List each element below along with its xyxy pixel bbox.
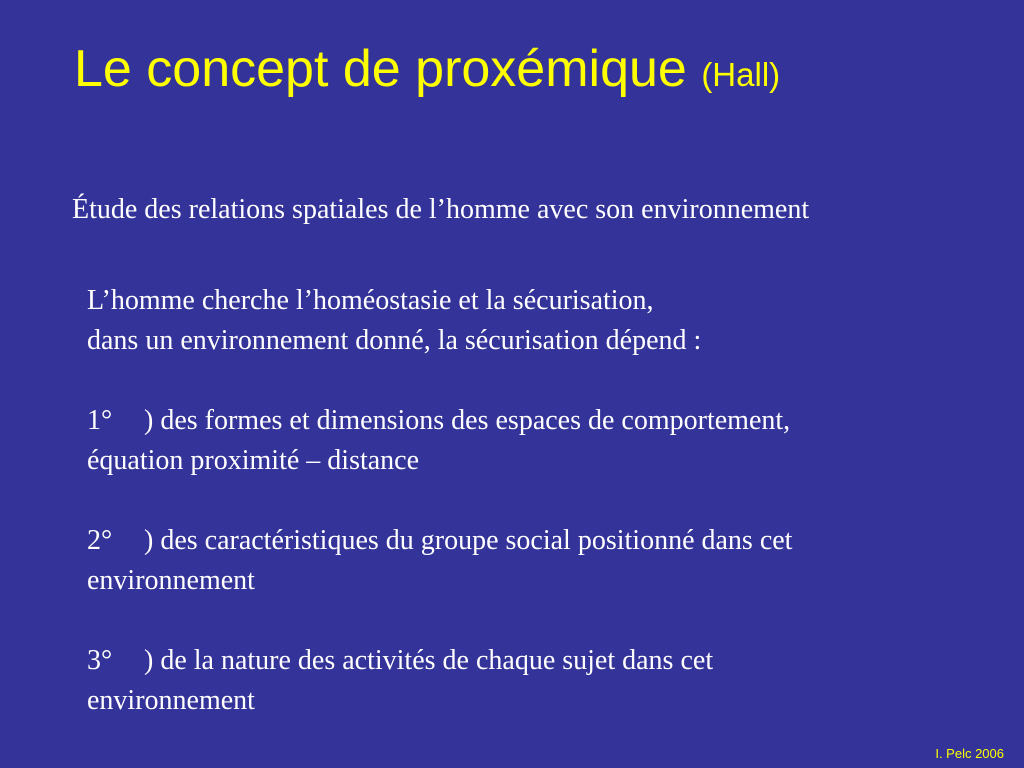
list-item-3-line-2: environnement <box>87 685 255 716</box>
list-item-2-text: ) des caractéristiques du groupe social positionné dans cet <box>144 525 793 556</box>
list-item-1-line-1 <box>87 401 987 441</box>
list-item-2-line-2: environnement <box>87 565 255 596</box>
list-item-1-text: ) des formes et dimensions des espaces de comportement, <box>144 405 791 436</box>
spacer <box>87 601 987 641</box>
slide-title-main: Le concept de proxémique <box>74 40 687 98</box>
list-item-1-number: 1° <box>87 405 113 436</box>
list-item-2-line-1 <box>87 521 987 561</box>
list-item-3-line-1 <box>87 641 987 681</box>
list-item-1-line-2: équation proximité – distance <box>87 445 420 476</box>
intro-line-1: L’homme cherche l’homéostasie et la sécurisation, <box>87 285 654 316</box>
spacer <box>87 481 987 521</box>
slide-title-sub: (Hall) <box>701 56 781 93</box>
list-item-3-number: 3° <box>87 645 113 676</box>
intro-line-2: dans un environnement donné, la sécurisation dépend : <box>87 325 702 356</box>
list-item-2-number: 2° <box>87 525 113 556</box>
footer-credit: I. Pelc 2006 <box>935 746 1004 761</box>
slide-body <box>87 281 987 721</box>
list-item-3-text: ) de la nature des activités de chaque sujet dans cet <box>144 645 714 676</box>
slide-subtitle: Étude des relations spatiales de l’homme avec son environnement <box>72 194 810 225</box>
slide-title <box>74 38 780 100</box>
spacer <box>87 361 987 401</box>
